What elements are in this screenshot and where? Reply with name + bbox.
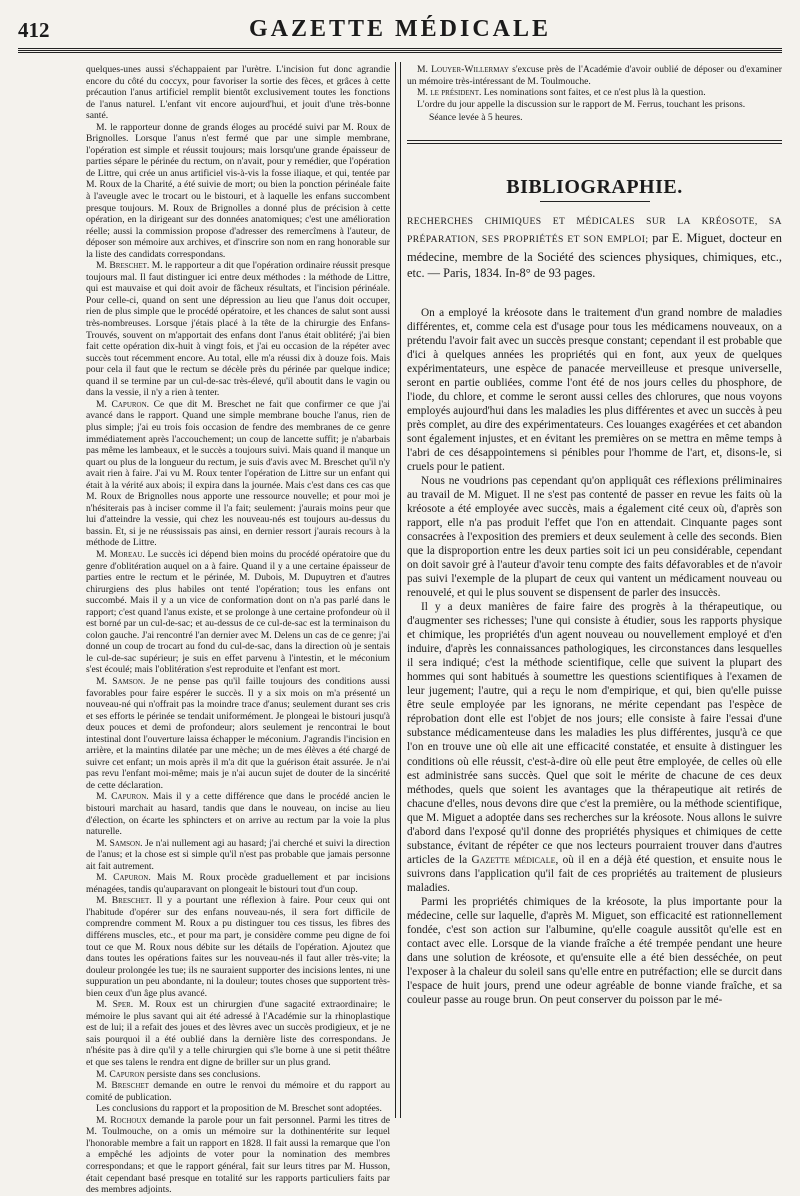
speaker-name: M. Capuron [96,1068,145,1080]
paragraph [86,872,390,895]
page-header [18,14,782,54]
column-divider [395,62,401,1118]
journal-reference: Gazette médicale [471,853,556,866]
speaker-name: M. Breschet. [96,895,152,907]
speech-text: s'excuse près de l'Académie d'avoir oublié de déposer ou d'examiner un mémoire très-intéressant de M. Toulmouche. [407,64,782,87]
paragraph [86,838,390,873]
paragraph: Les conclusions du rapport et la proposition de M. Breschet sont adoptées. [96,1103,382,1115]
bibliography-heading: BIBLIOGRAPHIE. [506,176,683,198]
paragraph [86,999,390,1068]
paragraph-text: , où il en a déjà été question, et ensuite nous le suivrons dans l'application qu'il fait de ces propriétés au traitement de plusieurs maladies. [407,853,783,894]
paragraph: On a employé la kréosote dans le traitement d'un grand nombre de maladies différentes, et, comme cela est d'usage pour tous les médicamens nouveaux, on a prétendu l'avoir fait avec un succès presque constant; cependant il est probable que d'ici à quelques années les propriétés qui en font, aux yeux de quelques expérimentateurs, une espèce de panacée merveilleuse et presque universelle, seront en partie oubliées, comme l'ont été de nos jours celles du phosphore, de l'iode, du chlore, et comme le seront aussi celles des chlorures, que nous voyons employés aujourd'hui dans les maladies les plus différentes et avec un succès à peu près complet, au dire des expérimentateurs. Ces louanges exagérées et cet abandon sont également injustes, et en évitant les premières on se mettra en même temps à l'abri de ces désappointemens si pénibles pour l'homme de l'art, et, disons-le, si cruels pour le patient. [407,307,782,474]
speaker-name: M. Samson. [96,675,146,687]
speaker-name: M. Moreau. [96,548,145,560]
paragraph [407,87,782,99]
speech-text: Je ne pense pas qu'il faille toujours des conditions aussi favorables pour faire espérer le succès. Il y a six mois on m'a présenté un nouveau-né qui n'offrait pas la moindre trace d'anus; seulement durant ses cris et ses efforts le périnée se tendait uniformément. Je plongeai le bistouri jusqu'à deux pouces et demi de profondeur; alors seulement je rencontrai le bout intestinal dont l'ouverture laissa échapper le méconium. J'agrandis l'incision en arrière, et la maintins dilatée par une mèche; un de mes élèves a été chargé de suivre cet enfant; un mois après il m'a dit que la guérison était assurée. Je n'ai pas revu l'enfant moi-même; mais je n'ai aucun sujet de douter de la sincérité de cette déclaration. [86,675,390,791]
left-column [86,64,391,1196]
paragraph [86,1080,390,1103]
speaker-name: M. Samson. [96,837,143,849]
paragraph [86,1069,390,1081]
book-details: par E. Miguet, docteur en médecine, membre de la Société des sciences physiques, chimiques, etc., etc. — Paris, 1834. In-8° de 93 pages. [407,231,782,280]
speech-text: Mais il y a cette différence que dans le procédé ancien le bistouri marchait au hasard, tandis que dans le nouveau, on incise au lieu d'élection, on écarte les sphincters et on arrive au rectum par la voie la plus naturelle. [86,791,390,838]
speech-text: Les nominations sont faites, et ce n'est plus là la question. [481,87,706,99]
speech-text: demande la parole pour un fait personnel. Parmi les titres de M. Toulmouche, on a omis un mémoire sur la dothinentérite sur lequel l'honorable membre a fait un rapport en 1828. Il fait aussi la remarque que l'on a empêché les adjoints de voter pour la nomination des membres correspondans; et que le rapport général, fait sur leurs titres par M. Husson, était cependant basé presque en totalité sur les rapports particuliers faits par des membres adjoints. [86,1114,391,1196]
speech-text: Mais M. Roux procède graduellement et par incisions ménagées, tandis qu'auparavant on plongeait le bistouri tout d'un coup. [86,872,390,895]
page-number: 412 [18,18,50,42]
paragraph [407,600,782,894]
paragraph [86,791,390,837]
session-end-note: Séance levée à 5 heures. [429,112,523,124]
speech-text: Je n'ai nullement agi au hasard; j'ai cherché et suivi la direction de l'anus; et la chose est si simple qu'il n'est pas probable que jamais personne ait fait autrement. [86,837,390,872]
paragraph [86,895,390,999]
speaker-name: M. Breschet. [96,260,150,272]
section-rule [407,140,782,144]
header-rule [18,48,782,53]
paragraph [86,399,390,549]
speech-text: persiste dans ses conclusions. [144,1068,261,1080]
speaker-name: M. Breschet [96,1080,149,1092]
speech-text: M. Roux est un chirurgien d'une sagacité extraordinaire; le mémoire le plus savant qui ait été adressé à l'Académie sur la rhinoplastique est de lui; il a refait des joues et des lèvres avec un succès prodigieux, et je ne sais pourquoi il a été oublié dans la dernière liste des correspondans. Je n'hésite pas à dire qu'il y a telle chirurgien qui s'le borne à une si petit théâtre et que ses talens le rendra ent digne de briller sur un plus grand. [86,999,391,1069]
paragraph: Nous ne voudrions pas cependant qu'on appliquât ces réflexions préliminaires au travail de M. Miguet. Il ne s'est pas contenté de passer en revue les faits où la kréosote a été employée avec succès, mais a également cité ceux où, d'après son rapport, elle n'a pas produit l'effet que l'on en attendait. Cinquante pages sont consacrées à l'exposition des premiers et deux seulement à celle des seconds. Bien que la disproportion entre les deux parties soit ici un peu considérable, cependant on doit savoir gré à l'auteur d'avoir tenu compte des faits défavorables et de n'avoir pas suivi l'exemple de la plupart de ceux qui vantent un médicament nouveau ou renouvelé, et qui le plus souvent se dispensent de parler des insuccès. [407,475,782,600]
speaker-name: M. Louyer-Willermay [417,64,509,75]
paragraph [86,676,390,791]
journal-title: GAZETTE MÉDICALE [248,16,552,42]
speech-text: M. le rapporteur a dit que l'opération ordinaire réussit presque toujours mal. Il faut distinguer ici entre deux méthodes : la méthode de Littre, qui est mauvaise et qui doit avoir de fâcheux résultats, et l'incision périnéale. Pour celle-ci, quand on sent une dépression au lieu que l'anus doit occuper, rien de plus simple que le procédé opératoire, et les chances de salut sont aussi très-nombreuses. Lorsque j'étais placé à la tête de la chirurgie des Enfans-Trouvés, souvent on m'apportait des enfans dont l'anus était oblitéré; j'ai bien fait cette opération dix-huit à vingt fois, et j'ai eu occasion de la répéter avec succès tout récemment encore. Au total, elle m'a réussi dix à douze fois. Mais pour cela il faut que le rectum se décèle près du périnée par quelque indice; quand il se termine par un cul-de-sac très-élevé, qu'il aboutit dans le vagin ou dans la vessie, il n'y a rien à tenter. [86,260,390,399]
right-column-top [407,64,782,124]
speaker-name: M. le président. [417,87,482,99]
speaker-name: M. Sper. [96,999,134,1011]
paragraph: quelques-unes aussi s'échappaient par l'urètre. L'incision fut donc agrandie encore du côté du coccyx, pour favoriser la sortie des fèces, et grâces à cette précaution l'anus artificiel remplit bientôt exclusivement toutes les fonctions de l'anus naturel. L'enfant vit encore aujourd'hui, et jouit d'une très-bonne santé. [86,64,390,122]
speech-text: Le succès ici dépend bien moins du procédé opératoire que du genre d'oblitération auquel on a à faire. Quand il y a une certaine épaisseur de parties entre le rectum et le périnée, M. Dubois, M. Dupuytren et d'autres chirurgiens des plus habiles ont tenté l'opération; tous les enfans ont succombé. Mais il y a un vice de conformation dont on n'a pas parlé dans le rapport; c'est quand l'anus existe, et se prolonge à une certaine profondeur où il est borné par un cul-de-sac; et au-dessus de ce cul-de-sac est la terminaison du colon gauche. J'ai rencontré l'an dernier avec M. Delens un cas de ce genre; j'ai donné un coup de trocart au fond du cul-de-sac, dans la direction où je sentais le cul-de-sac supérieur; je suis en effet parvenu à l'intestin, et le méconium s'est écoulé; mais l'oblitération s'est reproduite et l'enfant est mort. [86,548,390,676]
book-title: RECHERCHES CHIMIQUES ET MÉDICALES SUR LA KRÉOSOTE, SA PRÉPARATION, SES PROPRIÉTÉS ET SON EMPLOI; [407,216,782,246]
paragraph [86,1115,390,1196]
paragraph [86,549,390,676]
paragraph: L'ordre du jour appelle la discussion sur le rapport de M. Ferrus, touchant les prisons. [417,98,746,110]
paragraph [86,260,390,399]
speaker-name: M. Rochoux [96,1114,147,1126]
speech-text: Il y a pourtant une réflexion à faire. Pour ceux qui ont l'habitude d'opérer sur des enfans nouveau-nés, il sera fort difficile de comprendre comment M. Roux a pu distinguer tou ces tissus, les fibres des différens muscles, etc., et pour ma part, je considère comme peu digne de foi tout ce que M. Roux nous débite sur les détails de l'opération. Ajoutez que dans toutes les opérations faites sur les nouveau-nés il faut aller très-vite; la douleur prolongée les tue; ils ne sauraient supporter des incisions lentes, ni une suppuration un peu abondante, ni la douleur; toutes choses que supportent très-bien ceux d'un âge plus avancé. [86,895,390,999]
speech-text: Ce que dit M. Breschet ne fait que confirmer ce que j'ai avancé dans le rapport. Quand une simple membrane bouche l'anus, rien de plus simple; j'ai eu trois fois occasion de fendre des membranes de ce genre immédiatement après l'accouchement; un coup de lancette suffit; je n'abarbais pas même les lambeaux, et le succès a toujours suivi. Mais quand il manque un quart ou plus de la longueur du rectum, je suis d'avis avec M. Breschet qu'il n'y avait rien à faire. J'ai vu M. Roux tenter l'opération de Littre sur un enfant qui était à la vérité aux abois; il expira dans la journée. Mais c'est dans ces cas que M. Roux de Brignolles nous apporte une ressource nouvelle; et pour moi je n'hésiterais pas à inciser comme il l'a fait; seulement: j'aurais moins peur que lui d'atteindre la vessie, qui chez les nouveau-nés est toujours au-dessus du bassin. Et, si je ne réussissais pas ainsi, en dernier ressort j'aurais recours à la méthode de Littre. [86,398,390,549]
speaker-name: M. Capuron. [96,872,151,884]
paragraph: Parmi les propriétés chimiques de la kréosote, la plus importante pour la médecine, celle sur laquelle, d'après M. Miguet, son efficacité est rationnellement fondée, c'est son action sur l'albumine, qu'elle coagule aussitôt qu'elle est en contact avec elle. Lorsque de la viande fraîche a été trempée pendant une heure dans une solution de kréosote, et qu'ensuite elle a été bien desséchée, on peut l'exposer à la chaleur du soleil sans qu'elle entre en putréfaction; elle se durcit dans l'espace de huit jours, prend une odeur agréable de bonne viande fraîche, et sa couleur passe au rouge brun. On peut conserver du poisson par le mé- [407,895,782,1006]
paragraph: M. le rapporteur donne de grands éloges au procédé suivi par M. Roux de Brignolles. Lorsque l'anus n'est fermé que par une simple membrane, l'opération est simple et réussit toujours; mais lorsqu'une grande épaisseur de parties sépare le périnée du rectum, on n'avait, pour y remédier, que l'opération de Littre, qui crée un anus artificiel vis-à-vis la fosse iliaque, et qui, tentée par M. Roux de la Charité, a été suivie de mort; ou bien la ponction périnéale faite à l'aveugle avec le trocart ou le bistouri, et à laquelle les enfans succombent presque toujours. M. Roux de Brignolles a donné plus de précision à cette opération, en la dirigeant sur des données anatomiques; c'est une amélioration réelle; aussi la commission propose d'adresser des remercîmens à l'auteur, de déposer son mémoire aux archives, et d'inscrire son nom en rang honorable sur la liste des candidats correspondans. [86,121,390,260]
paragraph [407,64,782,87]
review-text [407,306,782,1118]
speaker-name: M. Capuron. [96,791,149,803]
paragraph-text: Il y a deux manières de faire faire des progrès à la thérapeutique, ou d'augmenter ses richesses; l'une qui consiste à étudier, sous les rapports physique et chimique, les propriétés d'un agent nouveau ou nouvellement employé et d'en induire, d'après les connaissances pathologiques, les circonstances dans lesquelles il sera indiqué; c'est la méthode scientifique, celle que suivent la plupart des hommes qui sont habitués à soumettre les questions scientifiques à l'examen de leur jugement; l'autre, qui a reçu le nom d'empirique, et qui, bien qu'elle puisse être seule employée par les ignorans, ne mérite cependant pas l'espèce de réprobation dont elle est l'objet de nos jours; elle consiste à faire l'essai d'une substance médicamenteuse dans les maladies les plus différentes, jusqu'à ce que l'on en trouve une où elle ait une efficacité constatée, et ensuite à distinguer les conditions où elle réussit, c'est-à-dire où elle peut être employée, de celles où elle est administrée sans succès. Quel que soit le mérite de chacune de ces deux méthodes, quels que soient les avantages que la thérapeutique ait retirés de chacune d'elles, nous devons dire que c'est la première, ou la méthode scientifique, que M. Miguet a adoptée dans ses recherches sur la kréosote. Nous allons le suivre d'abord dans l'exposé qu'il donne des propriétés physiques et chimiques de cette substance, évitant de répéter ce que nos lecteurs pourraient trouver dans d'autres articles de la [407,601,782,866]
speech-text: demande en outre le renvoi du mémoire et du rapport au comité de publication. [86,1080,390,1103]
heading-underline [540,201,650,202]
speaker-name: M. Capuron. [96,398,150,410]
book-entry [407,212,782,281]
